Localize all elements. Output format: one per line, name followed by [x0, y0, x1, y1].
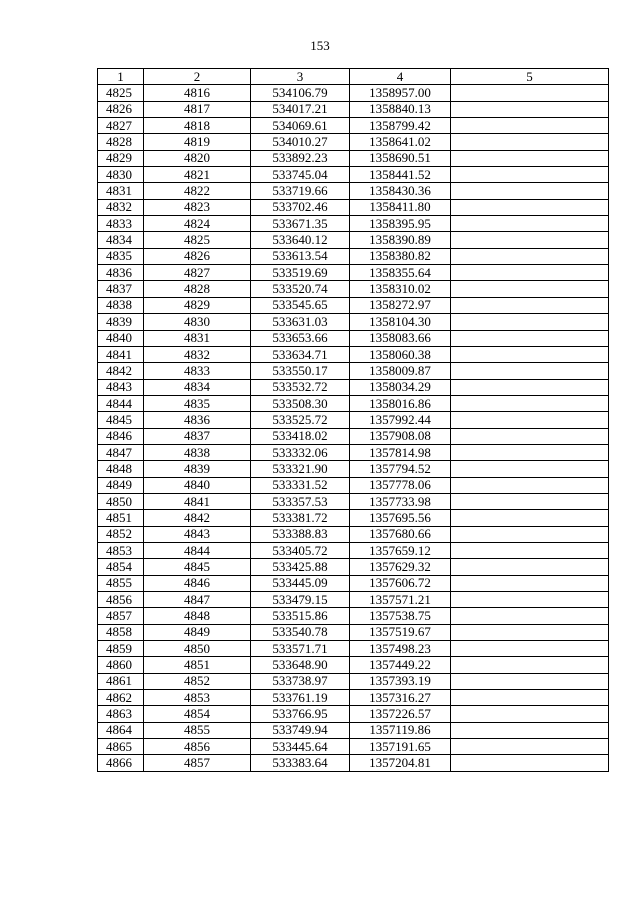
table-cell-col1: 4851 [98, 510, 144, 526]
column-header-2: 2 [144, 69, 251, 85]
table-cell-col3: 533357.53 [251, 493, 350, 509]
table-cell-col1: 4840 [98, 330, 144, 346]
table-cell-col4: 1357538.75 [350, 608, 451, 624]
table-cell-col4: 1357519.67 [350, 624, 451, 640]
table-cell-col4: 1357449.22 [350, 657, 451, 673]
table-cell-col2: 4838 [144, 444, 251, 460]
table-cell-col2: 4822 [144, 183, 251, 199]
table-cell-col3: 533540.78 [251, 624, 350, 640]
table-row [98, 624, 609, 640]
table-cell-col3: 533388.83 [251, 526, 350, 542]
table-cell-col5 [451, 216, 609, 232]
table-cell-col2: 4833 [144, 363, 251, 379]
table-cell-col5 [451, 559, 609, 575]
table-cell-col5 [451, 690, 609, 706]
table-cell-col5 [451, 85, 609, 101]
table-row [98, 199, 609, 215]
table-cell-col1: 4860 [98, 657, 144, 673]
table-cell-col2: 4856 [144, 739, 251, 755]
table-cell-col5 [451, 248, 609, 264]
table-body [98, 85, 609, 771]
table-row [98, 510, 609, 526]
table-row [98, 444, 609, 460]
table-cell-col5 [451, 150, 609, 166]
table-cell-col1: 4866 [98, 755, 144, 771]
table-cell-col2: 4839 [144, 461, 251, 477]
table-cell-col3: 533331.52 [251, 477, 350, 493]
table-cell-col1: 4835 [98, 248, 144, 264]
table-cell-col4: 1358009.87 [350, 363, 451, 379]
table-cell-col4: 1357659.12 [350, 542, 451, 558]
table-cell-col5 [451, 739, 609, 755]
table-cell-col1: 4841 [98, 346, 144, 362]
table-row [98, 722, 609, 738]
table-cell-col5 [451, 167, 609, 183]
table-header [98, 69, 609, 85]
table-cell-col5 [451, 722, 609, 738]
table-row [98, 248, 609, 264]
table-cell-col3: 533425.88 [251, 559, 350, 575]
table-row [98, 412, 609, 428]
table-cell-col1: 4844 [98, 395, 144, 411]
table-cell-col3: 533892.23 [251, 150, 350, 166]
table-cell-col4: 1357393.19 [350, 673, 451, 689]
table-cell-col1: 4826 [98, 101, 144, 117]
table-cell-col3: 533719.66 [251, 183, 350, 199]
table-cell-col4: 1358380.82 [350, 248, 451, 264]
table-cell-col1: 4862 [98, 690, 144, 706]
table-cell-col1: 4852 [98, 526, 144, 542]
table-cell-col3: 533749.94 [251, 722, 350, 738]
table-cell-col3: 533702.46 [251, 199, 350, 215]
table-cell-col3: 533761.19 [251, 690, 350, 706]
table-row [98, 673, 609, 689]
table-cell-col5 [451, 134, 609, 150]
table-cell-col3: 533405.72 [251, 542, 350, 558]
table-cell-col3: 533631.03 [251, 314, 350, 330]
table-cell-col5 [451, 330, 609, 346]
table-cell-col1: 4836 [98, 265, 144, 281]
table-cell-col5 [451, 706, 609, 722]
table-cell-col3: 534069.61 [251, 118, 350, 134]
table-cell-col3: 534010.27 [251, 134, 350, 150]
table-row [98, 281, 609, 297]
column-header-3: 3 [251, 69, 350, 85]
table-row [98, 330, 609, 346]
table-cell-col1: 4833 [98, 216, 144, 232]
table-cell-col1: 4856 [98, 592, 144, 608]
table-cell-col1: 4855 [98, 575, 144, 591]
table-cell-col4: 1358390.89 [350, 232, 451, 248]
table-row [98, 641, 609, 657]
table-cell-col5 [451, 297, 609, 313]
table-row [98, 363, 609, 379]
table-row [98, 690, 609, 706]
table-row [98, 477, 609, 493]
table-cell-col4: 1358799.42 [350, 118, 451, 134]
table-cell-col4: 1357606.72 [350, 575, 451, 591]
table-cell-col3: 533520.74 [251, 281, 350, 297]
table-cell-col4: 1357119.86 [350, 722, 451, 738]
table-cell-col3: 533571.71 [251, 641, 350, 657]
table-cell-col1: 4838 [98, 297, 144, 313]
table-row [98, 592, 609, 608]
table-cell-col3: 533745.04 [251, 167, 350, 183]
table-cell-col1: 4863 [98, 706, 144, 722]
table-cell-col2: 4837 [144, 428, 251, 444]
table-cell-col2: 4826 [144, 248, 251, 264]
table-cell-col4: 1358272.97 [350, 297, 451, 313]
table-cell-col5 [451, 461, 609, 477]
table-cell-col5 [451, 314, 609, 330]
table-row [98, 265, 609, 281]
table-cell-col2: 4835 [144, 395, 251, 411]
table-cell-col4: 1358016.86 [350, 395, 451, 411]
table-row [98, 706, 609, 722]
table-cell-col4: 1358060.38 [350, 346, 451, 362]
table-row [98, 134, 609, 150]
table-cell-col2: 4850 [144, 641, 251, 657]
table-cell-col2: 4844 [144, 542, 251, 558]
table-cell-col1: 4832 [98, 199, 144, 215]
table-cell-col5 [451, 755, 609, 771]
table-cell-col3: 533545.65 [251, 297, 350, 313]
table-cell-col2: 4821 [144, 167, 251, 183]
table-cell-col4: 1357814.98 [350, 444, 451, 460]
table-cell-col1: 4847 [98, 444, 144, 460]
table-cell-col2: 4841 [144, 493, 251, 509]
table-row [98, 167, 609, 183]
table-cell-col3: 533321.90 [251, 461, 350, 477]
table-cell-col2: 4842 [144, 510, 251, 526]
table-cell-col5 [451, 657, 609, 673]
table-cell-col3: 533519.69 [251, 265, 350, 281]
table-cell-col4: 1358641.02 [350, 134, 451, 150]
table-cell-col1: 4853 [98, 542, 144, 558]
table-cell-col1: 4831 [98, 183, 144, 199]
table-cell-col5 [451, 510, 609, 526]
table-cell-col2: 4830 [144, 314, 251, 330]
table-cell-col4: 1357498.23 [350, 641, 451, 657]
table-row [98, 493, 609, 509]
table-cell-col5 [451, 477, 609, 493]
table-cell-col3: 534106.79 [251, 85, 350, 101]
table-row [98, 395, 609, 411]
table-cell-col5 [451, 281, 609, 297]
table-cell-col2: 4846 [144, 575, 251, 591]
table-cell-col2: 4819 [144, 134, 251, 150]
table-cell-col4: 1358034.29 [350, 379, 451, 395]
table-cell-col4: 1357908.08 [350, 428, 451, 444]
table-cell-col4: 1358957.00 [350, 85, 451, 101]
table-row [98, 559, 609, 575]
table-row [98, 314, 609, 330]
table-cell-col2: 4828 [144, 281, 251, 297]
table-cell-col3: 533671.35 [251, 216, 350, 232]
table-cell-col3: 533515.86 [251, 608, 350, 624]
table-cell-col1: 4865 [98, 739, 144, 755]
table-cell-col2: 4818 [144, 118, 251, 134]
table-cell-col5 [451, 346, 609, 362]
table-cell-col4: 1357629.32 [350, 559, 451, 575]
table-cell-col4: 1358395.95 [350, 216, 451, 232]
table-cell-col4: 1358690.51 [350, 150, 451, 166]
table-cell-col2: 4832 [144, 346, 251, 362]
table-row [98, 150, 609, 166]
table-cell-col3: 533445.64 [251, 739, 350, 755]
table-cell-col2: 4845 [144, 559, 251, 575]
table-cell-col3: 533508.30 [251, 395, 350, 411]
table-row [98, 428, 609, 444]
table-row [98, 85, 609, 101]
table-cell-col2: 4836 [144, 412, 251, 428]
table-cell-col2: 4849 [144, 624, 251, 640]
table-cell-col4: 1357695.56 [350, 510, 451, 526]
table-cell-col2: 4827 [144, 265, 251, 281]
table-cell-col1: 4830 [98, 167, 144, 183]
table-cell-col2: 4829 [144, 297, 251, 313]
table-cell-col1: 4843 [98, 379, 144, 395]
table-cell-col4: 1357733.98 [350, 493, 451, 509]
table-cell-col2: 4847 [144, 592, 251, 608]
table-cell-col2: 4854 [144, 706, 251, 722]
table-row [98, 739, 609, 755]
table-row [98, 575, 609, 591]
table-cell-col2: 4825 [144, 232, 251, 248]
table-cell-col4: 1357204.81 [350, 755, 451, 771]
table-cell-col2: 4834 [144, 379, 251, 395]
table-cell-col5 [451, 542, 609, 558]
table-cell-col3: 533525.72 [251, 412, 350, 428]
table-cell-col3: 533738.97 [251, 673, 350, 689]
table-cell-col4: 1358104.30 [350, 314, 451, 330]
table-cell-col3: 533332.06 [251, 444, 350, 460]
table-cell-col3: 533381.72 [251, 510, 350, 526]
table-cell-col4: 1357191.65 [350, 739, 451, 755]
table-cell-col2: 4848 [144, 608, 251, 624]
table-cell-col4: 1357316.27 [350, 690, 451, 706]
table-cell-col1: 4825 [98, 85, 144, 101]
table-cell-col3: 533648.90 [251, 657, 350, 673]
table-cell-col1: 4846 [98, 428, 144, 444]
table-cell-col5 [451, 493, 609, 509]
table-cell-col4: 1357778.06 [350, 477, 451, 493]
table-cell-col1: 4854 [98, 559, 144, 575]
table-cell-col2: 4855 [144, 722, 251, 738]
table-cell-col1: 4834 [98, 232, 144, 248]
table-cell-col3: 533550.17 [251, 363, 350, 379]
table-cell-col4: 1357571.21 [350, 592, 451, 608]
table-cell-col3: 533653.66 [251, 330, 350, 346]
table-cell-col1: 4857 [98, 608, 144, 624]
table-cell-col2: 4851 [144, 657, 251, 673]
coordinates-table [97, 68, 609, 772]
table-cell-col3: 533532.72 [251, 379, 350, 395]
table-row [98, 297, 609, 313]
table-cell-col5 [451, 232, 609, 248]
table-cell-col5 [451, 379, 609, 395]
table-cell-col1: 4837 [98, 281, 144, 297]
table-cell-col1: 4848 [98, 461, 144, 477]
table-cell-col4: 1357794.52 [350, 461, 451, 477]
column-header-4: 4 [350, 69, 451, 85]
table-cell-col1: 4827 [98, 118, 144, 134]
table-cell-col1: 4849 [98, 477, 144, 493]
table-cell-col4: 1358083.66 [350, 330, 451, 346]
table-cell-col3: 533640.12 [251, 232, 350, 248]
table-cell-col4: 1358310.02 [350, 281, 451, 297]
column-header-5: 5 [451, 69, 609, 85]
table-cell-col1: 4858 [98, 624, 144, 640]
table-cell-col3: 533634.71 [251, 346, 350, 362]
table-row [98, 657, 609, 673]
table-cell-col5 [451, 199, 609, 215]
table-cell-col5 [451, 575, 609, 591]
table-cell-col4: 1357680.66 [350, 526, 451, 542]
table-row [98, 461, 609, 477]
table-cell-col1: 4842 [98, 363, 144, 379]
table-row [98, 183, 609, 199]
table-cell-col4: 1358441.52 [350, 167, 451, 183]
table-cell-col5 [451, 101, 609, 117]
table-cell-col3: 533479.15 [251, 592, 350, 608]
table-cell-col2: 4824 [144, 216, 251, 232]
table-cell-col1: 4829 [98, 150, 144, 166]
table-cell-col5 [451, 118, 609, 134]
table-cell-col2: 4853 [144, 690, 251, 706]
table-cell-col2: 4852 [144, 673, 251, 689]
table-row [98, 526, 609, 542]
table-cell-col2: 4831 [144, 330, 251, 346]
table-row [98, 346, 609, 362]
table-row [98, 101, 609, 117]
table-cell-col1: 4839 [98, 314, 144, 330]
table-cell-col4: 1358840.13 [350, 101, 451, 117]
table-cell-col2: 4823 [144, 199, 251, 215]
table-cell-col5 [451, 412, 609, 428]
table-cell-col3: 533445.09 [251, 575, 350, 591]
table-row [98, 232, 609, 248]
table-cell-col5 [451, 526, 609, 542]
table-cell-col2: 4840 [144, 477, 251, 493]
table-cell-col5 [451, 183, 609, 199]
table-cell-col5 [451, 444, 609, 460]
table-cell-col3: 533418.02 [251, 428, 350, 444]
table-cell-col5 [451, 673, 609, 689]
table-cell-col3: 533766.95 [251, 706, 350, 722]
table-row [98, 118, 609, 134]
table-cell-col3: 534017.21 [251, 101, 350, 117]
table-cell-col1: 4828 [98, 134, 144, 150]
table-cell-col4: 1357226.57 [350, 706, 451, 722]
table-cell-col2: 4843 [144, 526, 251, 542]
table-row [98, 216, 609, 232]
table-cell-col4: 1358411.80 [350, 199, 451, 215]
table-cell-col2: 4817 [144, 101, 251, 117]
table-cell-col4: 1357992.44 [350, 412, 451, 428]
table-row [98, 608, 609, 624]
table-cell-col5 [451, 428, 609, 444]
header-row [98, 69, 609, 85]
table-cell-col5 [451, 363, 609, 379]
table-cell-col1: 4850 [98, 493, 144, 509]
table-cell-col5 [451, 608, 609, 624]
table-cell-col5 [451, 395, 609, 411]
table-row [98, 755, 609, 771]
table-cell-col4: 1358430.36 [350, 183, 451, 199]
table-cell-col3: 533383.64 [251, 755, 350, 771]
table-cell-col5 [451, 265, 609, 281]
table-cell-col5 [451, 592, 609, 608]
table-cell-col1: 4861 [98, 673, 144, 689]
table-row [98, 542, 609, 558]
table-cell-col5 [451, 624, 609, 640]
column-header-1: 1 [98, 69, 144, 85]
table-row [98, 379, 609, 395]
table-cell-col1: 4845 [98, 412, 144, 428]
table-cell-col2: 4816 [144, 85, 251, 101]
table-cell-col1: 4859 [98, 641, 144, 657]
page-number: 153 [310, 38, 330, 53]
table-cell-col1: 4864 [98, 722, 144, 738]
table-cell-col2: 4820 [144, 150, 251, 166]
table-cell-col2: 4857 [144, 755, 251, 771]
table-cell-col3: 533613.54 [251, 248, 350, 264]
table-cell-col5 [451, 641, 609, 657]
table-cell-col4: 1358355.64 [350, 265, 451, 281]
